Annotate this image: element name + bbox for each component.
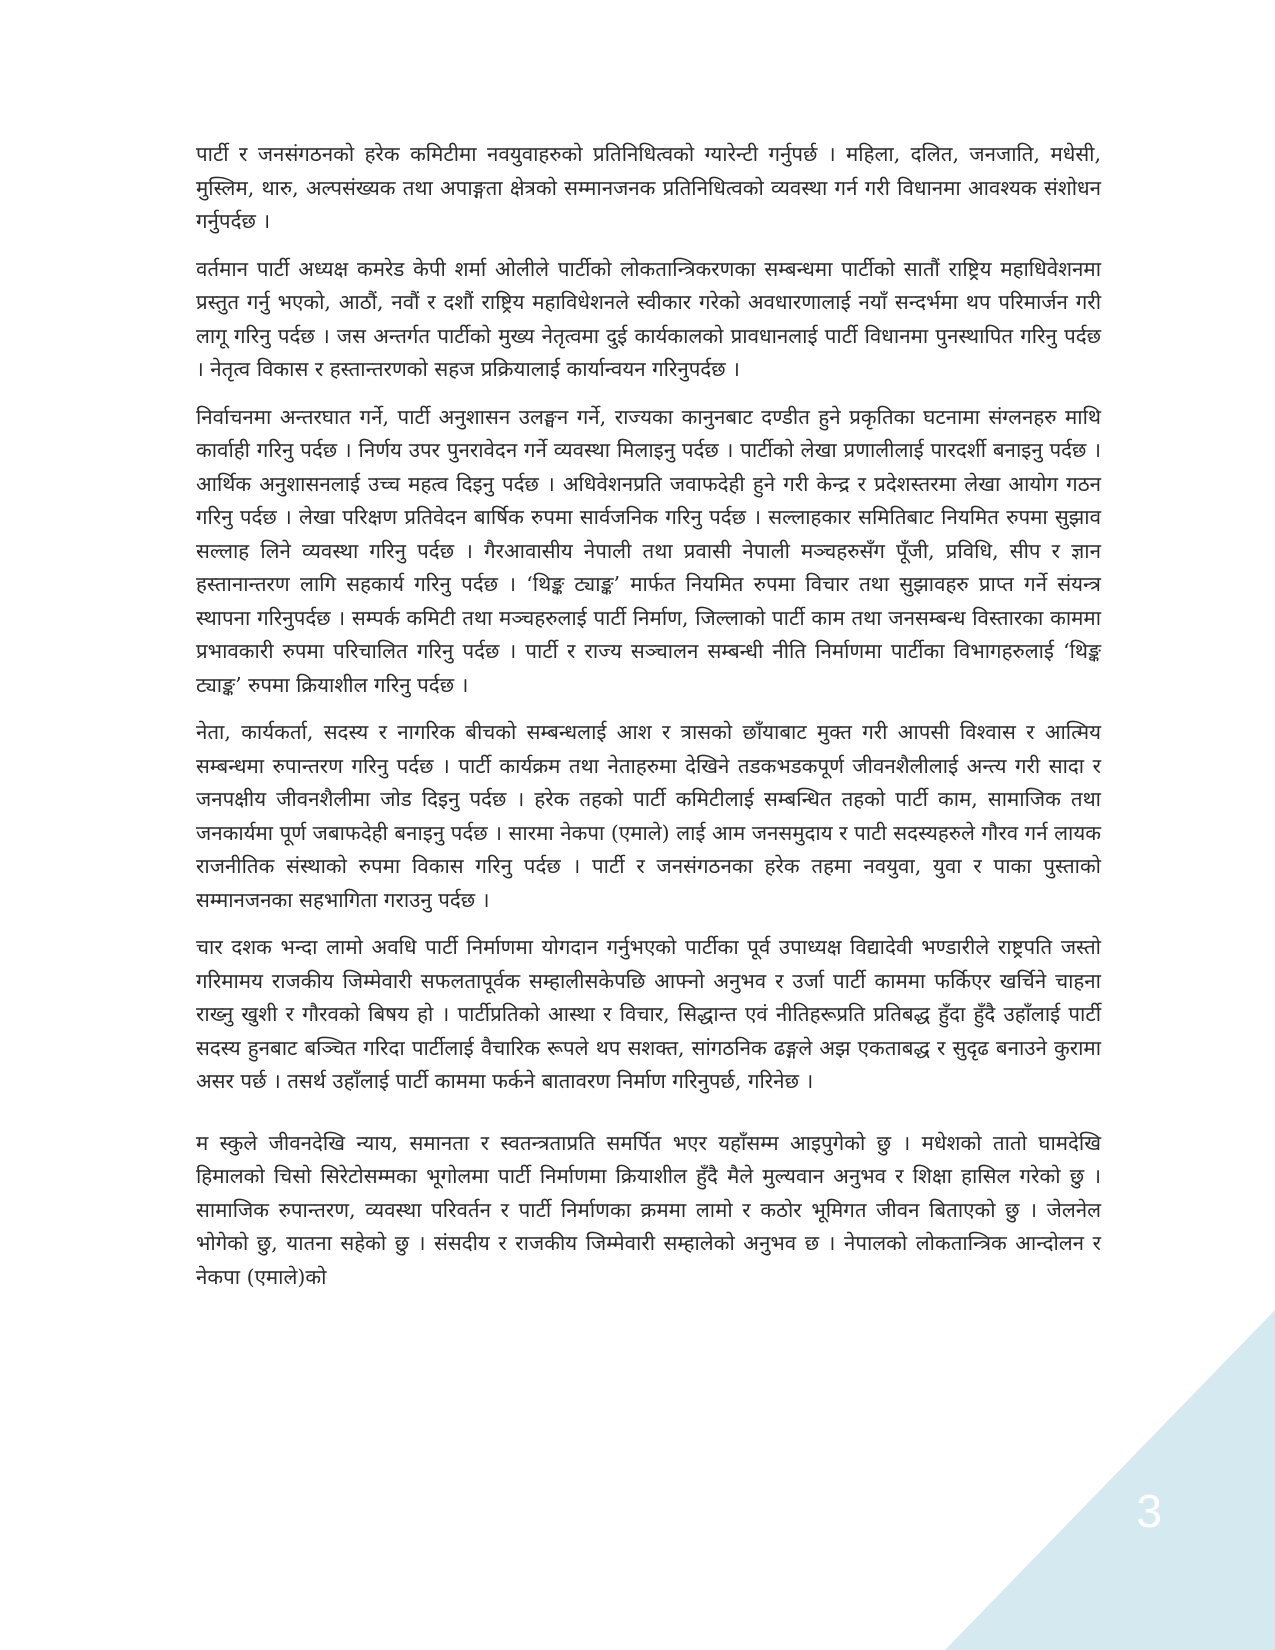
paragraph-discipline-accountability: निर्वाचनमा अन्तरघात गर्ने, पार्टी अनुशासन उलङ्घन गर्ने, राज्यका कानुनबाट दण्डीत हुने प्रकृतिका घटनामा संग्लनहरु माथि कार्वाही गरिनु पर्दछ । निर्णय उपर पुनरावेदन गर्ने व्यवस्था मिलाइनु पर्दछ । पार्टीको लेखा प्रणालीलाई पारदर्शी बनाइनु पर्दछ । आर्थिक अनुशासनलाई उच्च महत्व दिइनु पर्दछ । अधिवेशनप्रति जवाफदेही हुने गरी केन्द्र र प्रदेशस्तरमा लेखा आयोग गठन गरिनु पर्दछ । लेखा परिक्षण प्रतिवेदन बार्षिक रुपमा सार्वजनिक गरिनु पर्दछ । सल्लाहकार समितिबाट नियमित रुपमा सुझाव सल्लाह लिने व्यवस्था गरिनु पर्दछ । गैरआवासीय नेपाली तथा प्रवासी नेपाली मञ्चहरुसँग पूँजी, प्रविधि, सीप र ज्ञान हस्तानान्तरण लागि सहकार्य गरिनु पर्दछ । ‘थिङ्क ट्याङ्क’ मार्फत नियमित रुपमा विचार तथा सुझावहरु प्राप्त गर्ने संयन्त्र स्थापना गरिनुपर्दछ । सम्पर्क कमिटी तथा मञ्चहरुलाई पार्टी निर्माण, जिल्लाको पार्टी काम तथा जनसम्बन्ध विस्तारका काममा प्रभावकारी रुपमा परिचालित गरिनु पर्दछ । पार्टी र राज्य सञ्चालन सम्बन्धी नीति निर्माणमा पार्टीका विभागहरुलाई ‘थिङ्क ट्याङ्क’ रुपमा क्रियाशील गरिनु पर्दछ । xyxy=(196,404,1102,697)
paragraph-relations-lifestyle: नेता, कार्यकर्ता, सदस्य र नागरिक बीचको सम्बन्धलाई आश र त्रासको छाँयाबाट मुक्त गरी आपसी विश्वास र आत्मिय सम्बन्धमा रुपान्तरण गरिनु पर्दछ । पार्टी कार्यक्रम तथा नेताहरुमा देखिने तडकभडकपूर्ण जीवनशैलीलाई अन्त्य गरी सादा र जनपक्षीय जीवनशैलीमा जोड दिइनु पर्दछ । हरेक तहको पार्टी कमिटीलाई सम्बन्धित तहको पार्टी काम, सामाजिक तथा जनकार्यमा पूर्ण जबाफदेही बनाइनु पर्दछ । सारमा नेकपा (एमाले) लाई आम जनसमुदाय र पाटी सदस्यहरुले गौरव गर्न लायक राजनीतिक संस्थाको रुपमा विकास गरिनु पर्दछ । पार्टी र जनसंगठनका हरेक तहमा नवयुवा, युवा र पाका पुस्ताको सम्मानजनका सहभागिता गराउनु पर्दछ । xyxy=(196,720,1101,912)
page-number: 3 xyxy=(1136,1485,1163,1537)
paragraph-former-president: चार दशक भन्दा लामो अवधि पार्टी निर्माणमा योगदान गर्नुभएको पार्टीका पूर्व उपाध्यक्ष विद्यादेवी भण्डारीले राष्ट्रपति जस्तो गरिमामय राजकीय जिम्मेवारी सफलतापूर्वक सम्हालीसकेपछि आफ्नो अनुभव र उर्जा पार्टी काममा फर्किएर खर्चिने चाहना राख्नु खुशी र गौरवको बिषय हो । पार्टीप्रतिको आस्था र विचार, सिद्धान्त एवं नीतिहरूप्रति प्रतिबद्ध हुँदा हुँदै उहाँलाई पार्टी सदस्य हुनबाट बञ्चित गरिदा पार्टीलाई वैचारिक रूपले थप सशक्त, सांगठनिक ढङ्गले अझ एकताबद्ध र सुदृढ बनाउने कुरामा असर पर्छ । तसर्थ उहाँलाई पार्टी काममा फर्कने बातावरण निर्माण गरिनुपर्छ, गरिनेछ । xyxy=(196,935,1101,1093)
paragraph-personal-statement: म स्कुले जीवनदेखि न्याय, समानता र स्वतन्त्रताप्रति समर्पित भएर यहाँसम्म आइपुगेको छु । मधेशको तातो घामदेखि हिमालको चिसो सिरेटोसम्मका भूगोलमा पार्टी निर्माणमा क्रियाशील हुँदै मैले मुल्यवान अनुभव र शिक्षा हासिल गरेको छु । सामाजिक रुपान्तरण, व्यवस्था परिवर्तन र पार्टी निर्माणका क्रममा लामो र कठोर भूमिगत जीवन बिताएको छु । जेलनेल भोगेको छु, यातना सहेको छु । संसदीय र राजकीय जिम्मेवारी सम्हालेको अनुभव छ । नेपालको लोकतान्त्रिक आन्दोलन र नेकपा (एमाले)को xyxy=(196,1130,1101,1289)
document-page xyxy=(196,138,1101,1308)
paragraph-leadership-democratization: वर्तमान पार्टी अध्यक्ष कमरेड केपी शर्मा ओलीले पार्टीको लोकतान्त्रिकरणका सम्बन्धमा पार्टीको सातौं राष्ट्रिय महाधिवेशनमा प्रस्तुत गर्नु भएको, आठौं, नवौं र दशौं राष्ट्रिय महाविधेशनले स्वीकार गरेको अवधारणालाई नयाँ सन्दर्भमा थप परिमार्जन गरी लागू गरिनु पर्दछ । जस अन्तर्गत पार्टीको मुख्य नेतृत्वमा दुई कार्यकालको प्रावधानलाई पार्टी विधानमा पुनस्थापित गरिनु पर्दछ । नेतृत्व विकास र हस्तान्तरणको सहज प्रक्रियालाई कार्यान्वयन गरिनुपर्दछ । xyxy=(196,256,1101,381)
corner-triangle xyxy=(945,1310,1275,1650)
paragraph-representation: पार्टी र जनसंगठनको हरेक कमिटीमा नवयुवाहरुको प्रतिनिधित्वको ग्यारेन्टी गर्नुपर्छ । महिला, दलित, जनजाति, मधेसी, मुस्लिम, थारु, अल्पसंख्यक तथा अपाङ्गता क्षेत्रको सम्मानजनक प्रतिनिधित्वको व्यवस्था गर्न गरी विधानमा आवश्यक संशोधन गर्नुपर्दछ । xyxy=(196,142,1101,233)
corner-triangle-decoration xyxy=(945,1310,1275,1650)
